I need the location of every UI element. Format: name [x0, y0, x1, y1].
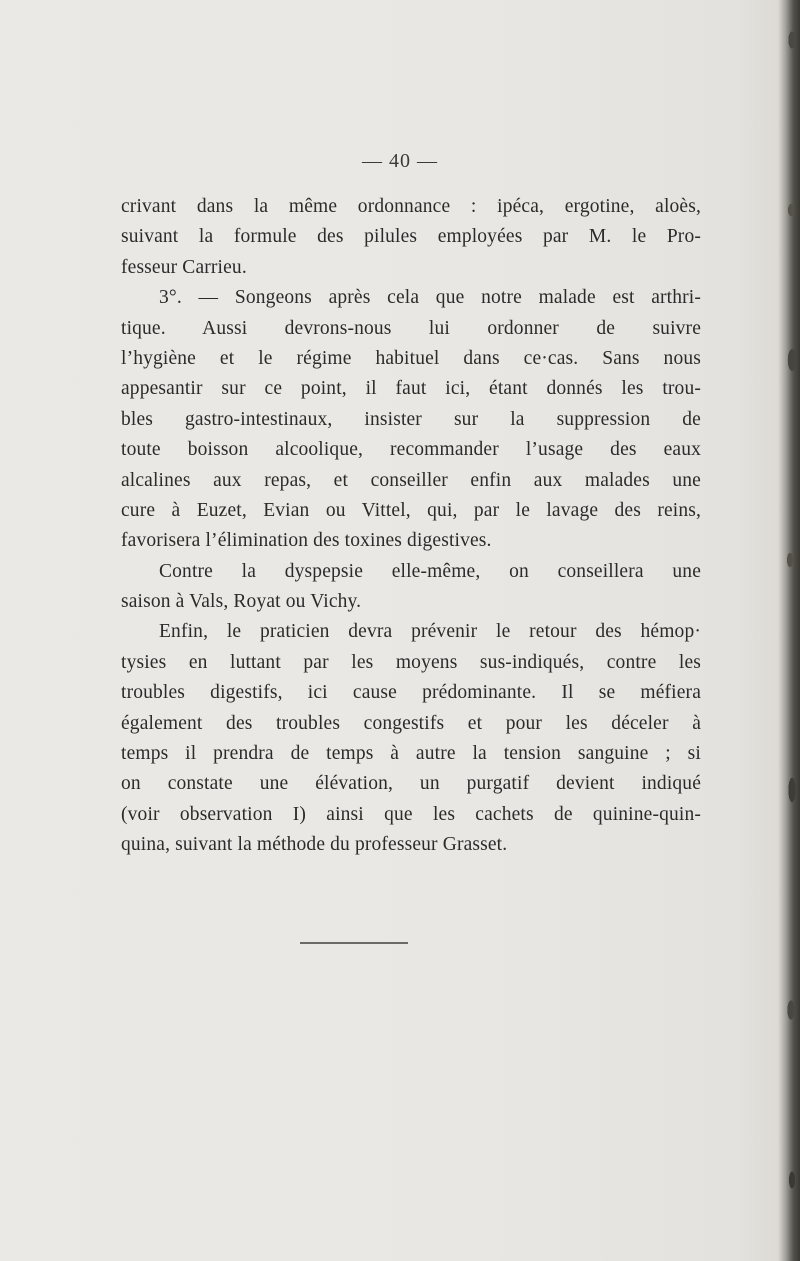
- body-text: [121, 192, 701, 861]
- text-line: quina, suivant la méthode du professeur Grasset.: [121, 834, 508, 856]
- text-line: alcalines aux repas, et conseiller enfin aux malades une: [121, 469, 701, 491]
- text-line: saison à Vals, Royat ou Vichy.: [121, 591, 362, 613]
- text-line: l’hygiène et le régime habituel dans ce·cas. Sans nous: [121, 347, 701, 369]
- text-line: 3°. — Songeons après cela que notre malade est arthri-: [159, 287, 701, 309]
- text-line: appesantir sur ce point, il faut ici, étant donnés les trou-: [121, 378, 701, 400]
- text-line: cure à Euzet, Evian ou Vittel, qui, par le lavage des reins,: [121, 499, 701, 521]
- page-number: — 40 —: [362, 150, 438, 172]
- text-line: également des troubles congestifs et pour les déceler à: [121, 712, 701, 734]
- text-line: tique. Aussi devrons-nous lui ordonner de suivre: [121, 317, 701, 339]
- text-line: Enfin, le praticien devra prévenir le retour des hémop·: [159, 621, 701, 643]
- text-line: temps il prendra de temps à autre la tension sanguine ; si: [121, 743, 701, 765]
- text-line: (voir observation I) ainsi que les cachets de quinine-quin-: [121, 803, 701, 825]
- section-divider: [300, 942, 408, 944]
- text-line: troubles digestifs, ici cause prédominante. Il se méfiera: [121, 682, 701, 704]
- text-line: suivant la formule des pilules employées par M. le Pro-: [121, 226, 701, 248]
- text-line: bles gastro-intestinaux, insister sur la suppression de: [121, 408, 701, 430]
- text-line: favorisera l’élimination des toxines digestives.: [121, 530, 492, 552]
- text-line: crivant dans la même ordonnance : ipéca, ergotine, aloès,: [121, 196, 701, 217]
- text-line: tysies en luttant par les moyens sus-indiqués, contre les: [121, 651, 701, 673]
- page-edge-stains: [786, 0, 798, 1261]
- text-line: on constate une élévation, un purgatif devient indiqué: [121, 773, 701, 795]
- text-line: Contre la dyspepsie elle-même, on conseillera une: [159, 560, 701, 582]
- text-line: fesseur Carrieu.: [121, 256, 247, 278]
- text-line: toute boisson alcoolique, recommander l’usage des eaux: [121, 439, 701, 461]
